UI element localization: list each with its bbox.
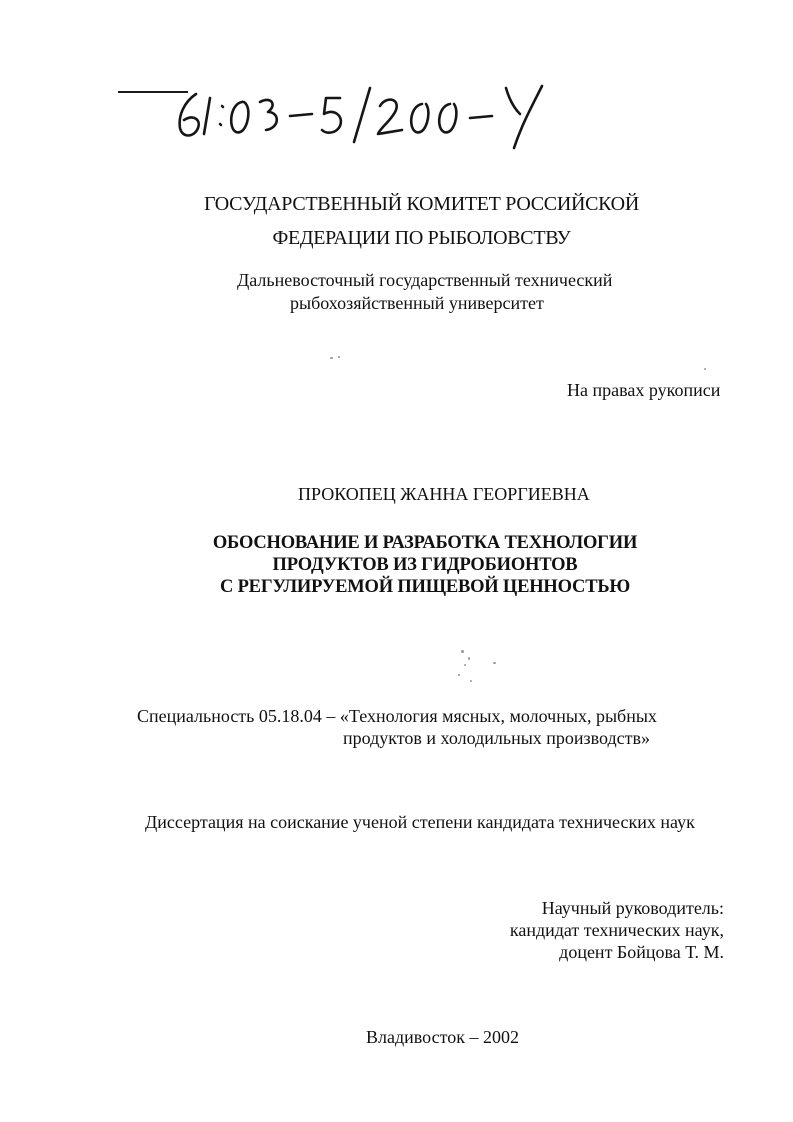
specialty-line2: продуктов и холодильных производств» [343, 728, 651, 748]
university-name-line1: Дальневосточный государственный технический [237, 270, 613, 290]
dissertation-degree: Диссертация на соискание ученой степени кандидата технических наук [145, 812, 695, 832]
handwritten-archive-code [118, 72, 558, 154]
scan-speck [338, 356, 340, 358]
dissertation-title-line3: С РЕГУЛИРУЕМОЙ ПИЩЕВОЙ ЦЕННОСТЬЮ [220, 577, 630, 597]
scan-speck [493, 662, 496, 664]
dissertation-title-line1: ОБОСНОВАНИЕ И РАЗРАБОТКА ТЕХНОЛОГИИ [212, 533, 638, 553]
scan-speck [461, 650, 464, 653]
supervisor-label: Научный руководитель: [541, 898, 724, 918]
committee-title-line1: ГОСУДАРСТВЕННЫЙ КОМИТЕТ РОССИЙСКОЙ [204, 193, 639, 215]
scan-speck [704, 368, 706, 370]
specialty-line1: Специальность 05.18.04 – «Технология мясных, молочных, рыбных [137, 706, 657, 726]
handwritten-archive-code-drawing [118, 72, 558, 154]
scan-speck [470, 680, 472, 682]
rights-note: На правах рукописи [567, 380, 721, 400]
dissertation-title-line2: ПРОДУКТОВ ИЗ ГИДРОБИОНТОВ [272, 555, 578, 575]
scan-speck [458, 674, 460, 676]
university-name-line2: рыбохозяйственный университет [290, 293, 544, 313]
supervisor-name: доцент Бойцова Т. М. [559, 942, 724, 962]
city-year: Владивосток – 2002 [366, 1027, 519, 1047]
author-name: ПРОКОПЕЦ ЖАННА ГЕОРГИЕВНА [298, 484, 590, 504]
supervisor-block [510, 897, 724, 963]
committee-title-line2: ФЕДЕРАЦИИ ПО РЫБОЛОВСТВУ [272, 227, 571, 249]
scan-speck [464, 664, 466, 666]
supervisor-degree: кандидат технических наук, [509, 920, 724, 940]
scan-speck [330, 357, 333, 359]
scan-speck [468, 657, 470, 660]
